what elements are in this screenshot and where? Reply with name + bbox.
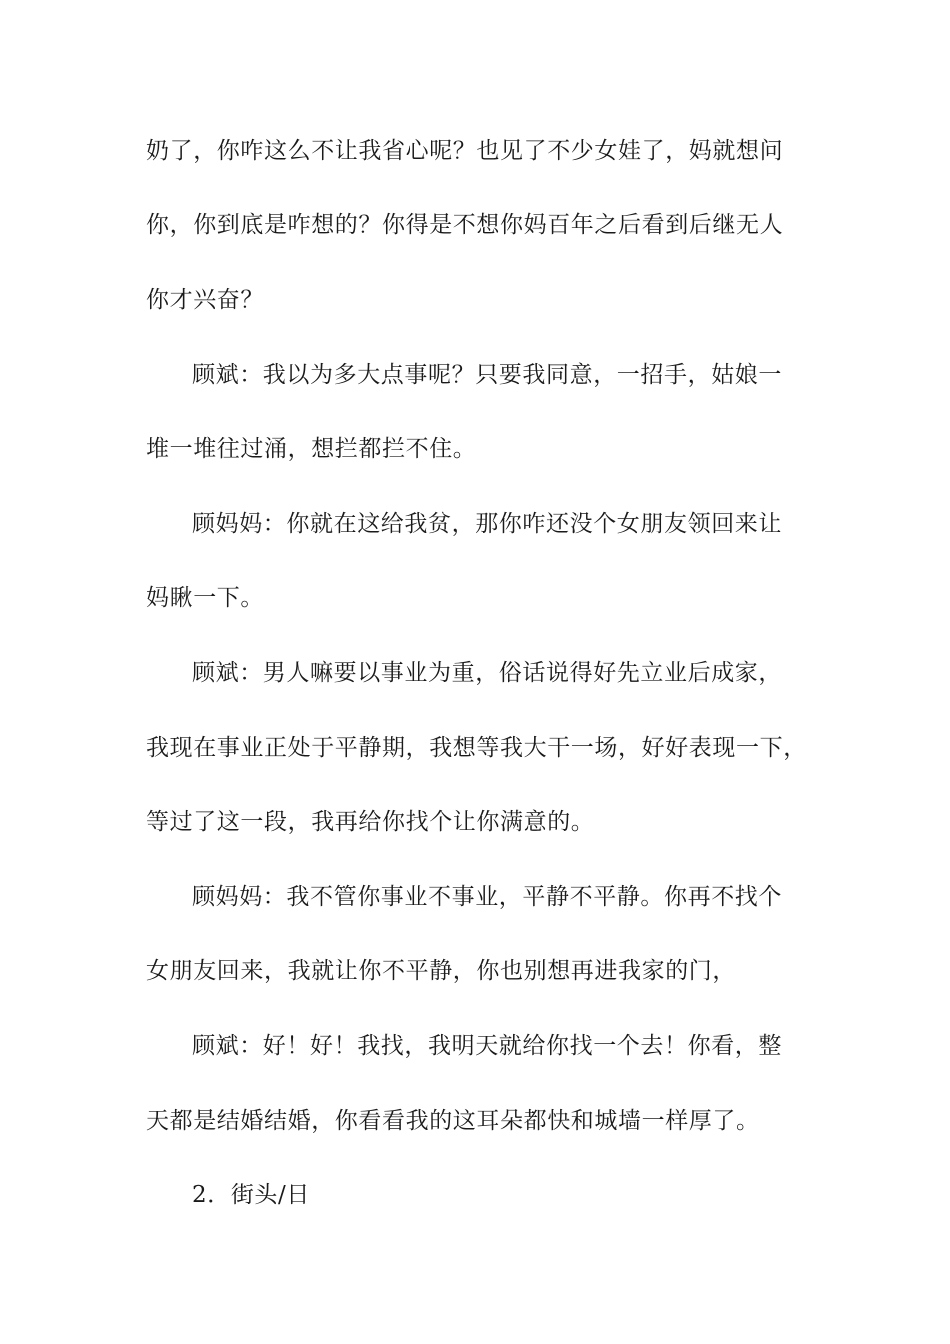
text-line: 堆一堆往过涌，想拦都拦不住。 [146,436,477,462]
text-line: 妈瞅一下。 [146,585,264,611]
scene-heading: 2．街头/日 [192,1182,310,1208]
dialogue-line: 顾斌：好！好！我找，我明天就给你找一个去！你看，整 [192,1033,782,1059]
dialogue-line: 顾斌：男人嘛要以事业为重，俗话说得好先立业后成家， [192,660,782,686]
text-line: 天都是结婚结婚，你看看我的这耳朵都快和城墙一样厚了。 [146,1108,760,1134]
dialogue-line: 顾斌：我以为多大点事呢？只要我同意，一招手，姑娘一 [192,362,782,388]
text-line: 奶了，你咋这么不让我省心呢？也见了不少女娃了，妈就想问 [146,138,784,164]
text-line: 等过了这一段，我再给你找个让你满意的。 [146,809,595,835]
dialogue-line: 顾妈妈：你就在这给我贫，那你咋还没个女朋友领回来让 [192,511,782,537]
text-line: 我现在事业正处于平静期，我想等我大干一场，好好表现一下， [146,735,807,761]
text-line: 你，你到底是咋想的？你得是不想你妈百年之后看到后继无人 [146,212,784,238]
dialogue-line: 顾妈妈：我不管你事业不事业，平静不平静。你再不找个 [192,884,782,910]
text-line: 你才兴奋？ [146,287,264,313]
text-line: 女朋友回来，我就让你不平静，你也别想再进我家的门， [146,958,736,984]
